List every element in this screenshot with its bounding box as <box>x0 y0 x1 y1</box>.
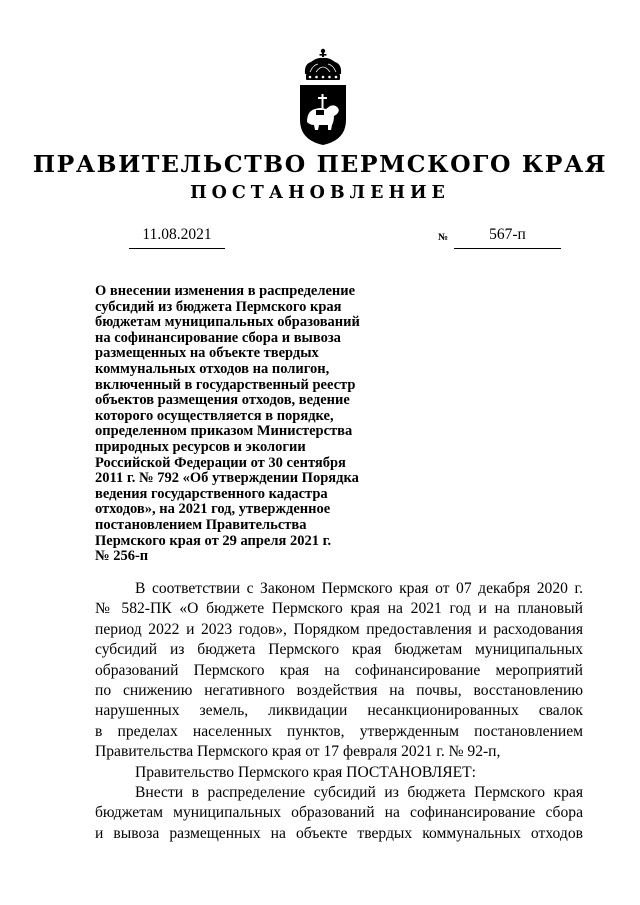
body-line: бюджетам муниципальных образований на софинансирование сбора <box>95 804 583 822</box>
subject-line: объектов размещения отходов, ведение <box>95 392 350 409</box>
subject-line: № 256-п <box>95 548 149 565</box>
body-line: Правительства Пермского края от 17 февраля 2021 г. № 92-п, <box>95 743 501 761</box>
number-sign: № <box>438 232 449 243</box>
document-number-field <box>454 226 561 249</box>
perm-krai-coat-of-arms-icon <box>296 48 350 146</box>
body-line: № 582-ПК «О бюджете Пермского края на 2021 год и на плановый <box>95 600 583 618</box>
body-line: период 2022 и 2023 годов», Порядком предоставления и расходования <box>95 620 583 638</box>
subject-line: коммунальных отходов на полигон, <box>95 360 330 377</box>
body-line: Внести в распределение субсидий из бюджета Пермского края <box>135 783 583 801</box>
body-line: нарушенных земель, ликвидации несанкционированных свалок <box>95 702 583 720</box>
subject-line: которого осуществляется в порядке, <box>95 407 334 424</box>
body-line: по снижению негативного воздействия на почвы, восстановлению <box>95 681 583 699</box>
subject-line: отходов», на 2021 год, утвержденное <box>95 501 331 518</box>
document-body <box>95 579 583 844</box>
subject-line: бюджетам муниципальных образований <box>95 314 360 331</box>
body-line: в пределах населенных пунктов, утвержденным постановлением <box>95 722 583 740</box>
subject-line: размещенных на объекте твердых <box>95 345 319 362</box>
subject-line: О внесении изменения в распределение <box>95 283 356 299</box>
body-line: В соответствии с Законом Пермского края от 07 декабря 2020 г. <box>135 580 583 597</box>
document-subject <box>95 284 385 565</box>
document-number: 567-п <box>489 226 526 243</box>
subject-line: ведения государственного кадастра <box>95 485 328 502</box>
subject-line: 2011 г. № 792 «Об утверждении Порядка <box>95 470 359 487</box>
subject-line: Российской Федерации от 30 сентября <box>95 454 346 471</box>
subject-line: на софинансирование сбора и вывоза <box>95 329 341 346</box>
body-line: Правительство Пермского края ПОСТАНОВЛЯЕТ: <box>135 763 476 781</box>
document-date-field <box>129 226 225 249</box>
subject-line: постановлением Правительства <box>95 516 307 533</box>
body-line: и вывоза размещенных на объекте твердых коммунальных отходов <box>95 824 583 842</box>
body-line: субсидий из бюджета Пермского края бюджетам муниципальных <box>95 641 583 659</box>
document-type: ПОСТАНОВЛЕНИЕ <box>190 183 450 203</box>
subject-line: Пермского края от 29 апреля 2021 г. <box>95 532 332 549</box>
subject-line: включенный в государственный реестр <box>95 376 356 393</box>
subject-line: субсидий из бюджета Пермского края <box>95 298 342 315</box>
organization-title: ПРАВИТЕЛЬСТВО ПЕРМСКОГО КРАЯ <box>32 150 608 178</box>
subject-line: природных ресурсов и экологии <box>95 438 306 455</box>
subject-line: определенном приказом Министерства <box>95 423 353 440</box>
document-date: 11.08.2021 <box>142 226 212 243</box>
body-line: образований Пермского края на софинансирование мероприятий <box>95 661 583 679</box>
